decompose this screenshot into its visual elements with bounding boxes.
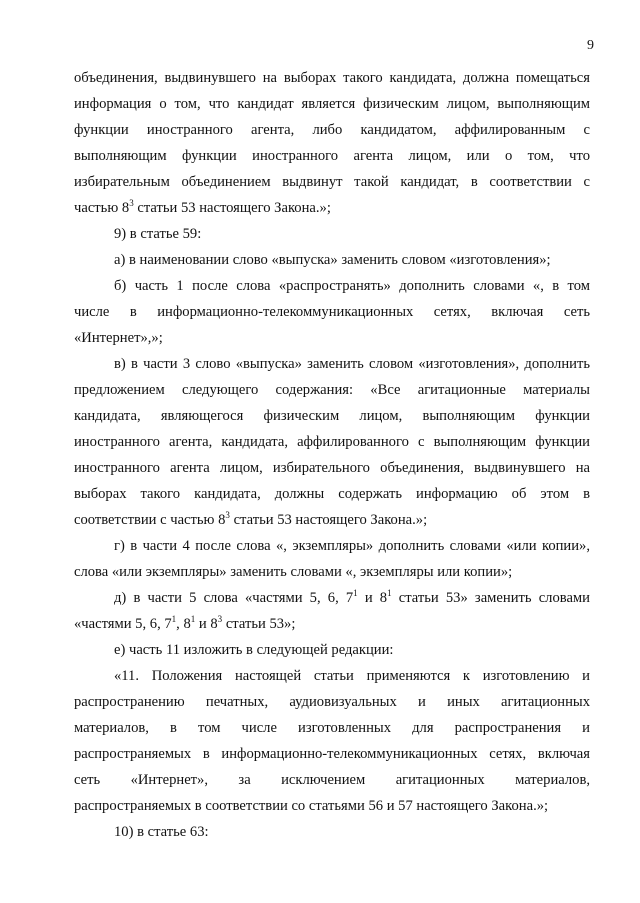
text-line: выборах такого кандидата, должны содержать информацию об этом в: [74, 486, 590, 502]
text-line: материалов, в том числе изготовленных для распространения и: [74, 720, 590, 736]
text-line: распространяемых в соответствии со статьями 56 и 57 настоящего Закона.»;: [74, 798, 549, 814]
text-line: 10) в статье 63:: [114, 824, 209, 840]
text-line: избирательным объединением выдвинут такой кандидат, в соответствии с: [74, 174, 590, 190]
text-line: кандидата, являющегося физическим лицом, выполняющим функции: [74, 408, 590, 424]
text-line: иностранного агента лицом, избирательного объединения, выдвинувшего на: [74, 460, 590, 476]
text-line: «Интернет»,»;: [74, 330, 163, 346]
text-line: распространению печатных, аудиовизуальных и иных агитационных: [74, 694, 590, 710]
text-line: г) в части 4 после слова «, экземпляры» дополнить словами «или копии»,: [114, 538, 590, 554]
text-line: 9) в статье 59:: [114, 226, 202, 242]
text-line: «частями 5, 6, $7^1$, $8^1$ и $8^3$ статьи 53»;: [74, 614, 296, 632]
text-line: слова «или экземпляры» заменить словами «, экземпляры или копии»;: [74, 564, 513, 580]
text-line: в) в части 3 слово «выпуска» заменить словом «изготовления», дополнить: [114, 356, 590, 372]
text-line: объединения, выдвинувшего на выборах такого кандидата, должна помещаться: [74, 70, 590, 86]
text-line: соответствии с частью $8^3$ статьи 53 настоящего Закона.»;: [74, 510, 428, 528]
text-line: распространяемых в информационно-телекоммуникационных сетях, включая: [74, 746, 590, 762]
text-line: выполняющим функции иностранного агента лицом, или о том, что: [74, 148, 590, 164]
text-line: д) в части 5 слова «частями 5, 6, $7^1$ и $8^1$ статьи 53» заменить словами: [114, 588, 590, 606]
page-number: 9: [587, 38, 594, 53]
body-text: [74, 65, 590, 845]
text-line: функции иностранного агента, либо кандидатом, аффилированным с: [74, 122, 590, 138]
text-line: сеть «Интернет», за исключением агитационных материалов,: [74, 772, 590, 788]
text-line: е) часть 11 изложить в следующей редакции:: [114, 642, 394, 658]
text-line: частью $8^3$ статьи 53 настоящего Закона.»;: [74, 198, 331, 216]
text-line: информация о том, что кандидат является физическим лицом, выполняющим: [74, 96, 590, 112]
text-line: а) в наименовании слово «выпуска» заменить словом «изготовления»;: [114, 252, 551, 268]
text-line: иностранного агента, кандидата, аффилированного с выполняющим функции: [74, 434, 590, 450]
text-line: предложением следующего содержания: «Все агитационные материалы: [74, 382, 590, 398]
text-line: «11. Положения настоящей статьи применяются к изготовлению и: [114, 668, 590, 684]
text-line: б) часть 1 после слова «распространять» дополнить словами «, в том: [114, 278, 590, 294]
text-line: числе в информационно-телекоммуникационных сетях, включая сеть: [74, 304, 590, 320]
